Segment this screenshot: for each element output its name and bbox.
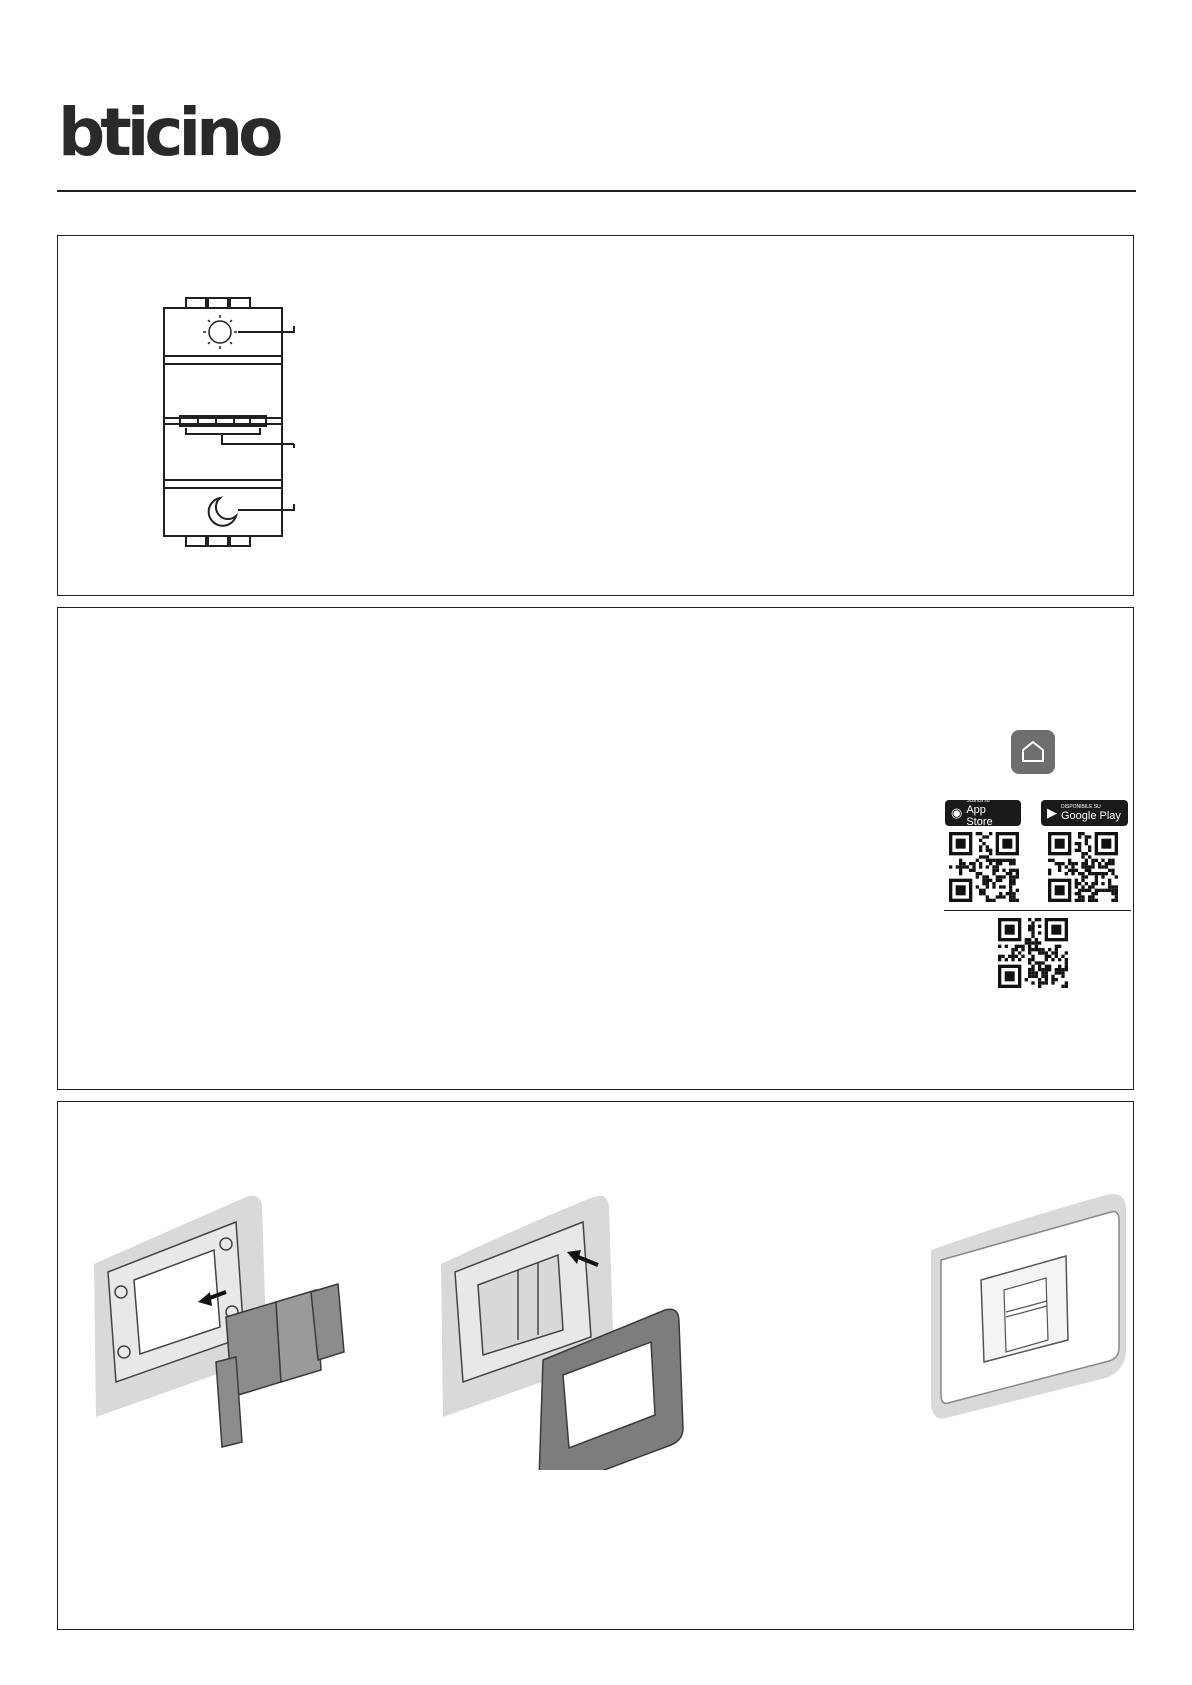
apple-icon: ◉ xyxy=(951,805,963,820)
app-store-label: App Store xyxy=(966,804,993,828)
app-store-caption: Scarica su xyxy=(966,798,990,804)
play-icon: ▶ xyxy=(1047,805,1057,820)
device-front-diagram xyxy=(158,290,398,555)
brand-name: bticino xyxy=(58,94,279,171)
app-download-panel xyxy=(57,607,1134,1090)
app-store-badge[interactable] xyxy=(945,800,1021,826)
google-play-qr-code[interactable] xyxy=(1048,832,1118,902)
home-app-icon[interactable] xyxy=(1011,730,1055,774)
google-play-label: Google Play xyxy=(1061,810,1121,822)
google-play-caption: DISPONIBILE SU xyxy=(1061,804,1101,810)
install-step-1-illustration xyxy=(86,1192,386,1462)
install-step-3-illustration xyxy=(926,1190,1126,1420)
app-store-qr-code[interactable] xyxy=(949,832,1019,902)
sun-icon xyxy=(203,315,237,349)
moon-icon xyxy=(209,498,236,526)
install-step-2-illustration xyxy=(433,1170,773,1470)
qr-divider xyxy=(944,910,1131,911)
info-qr-code[interactable] xyxy=(998,918,1068,988)
header-rule xyxy=(57,190,1136,192)
brand-logo xyxy=(58,94,279,171)
google-play-badge[interactable] xyxy=(1041,800,1128,826)
device-diagram-panel xyxy=(57,235,1134,596)
installation-panel xyxy=(57,1101,1134,1630)
